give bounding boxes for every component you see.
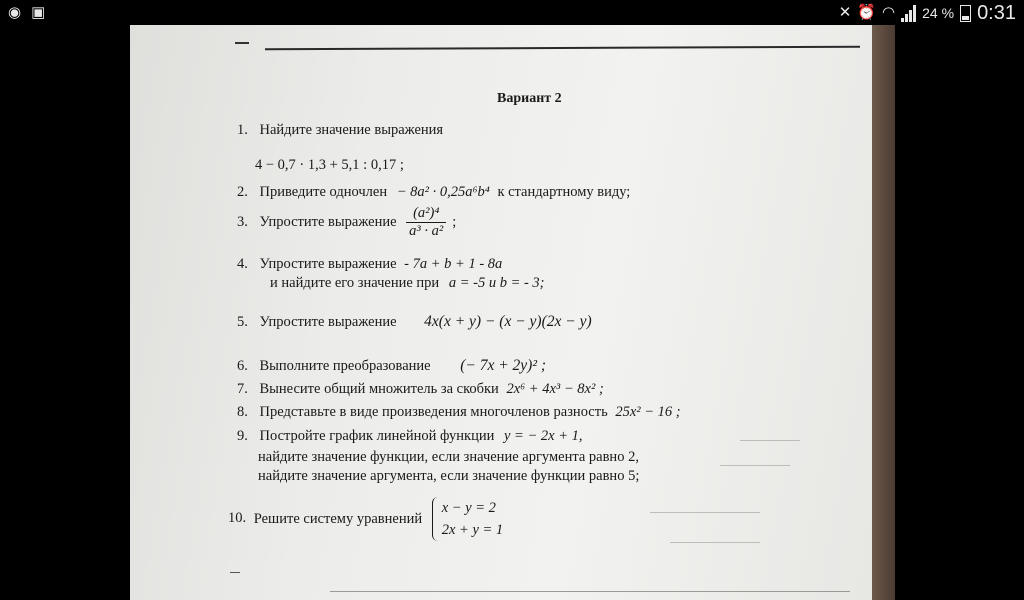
system-brace bbox=[432, 497, 439, 541]
task-7-expression: 2x⁶ + 4x³ − 8x² ; bbox=[506, 381, 604, 397]
task-8: 8. Представьте в виде произведения многочленов разность 25x² − 16 ; bbox=[237, 404, 681, 420]
task-4: 4. Упростите выражение - 7a + b + 1 - 8a bbox=[237, 256, 503, 272]
task-10-equation-2: 2x + y = 1 bbox=[441, 522, 504, 538]
battery-icon bbox=[960, 5, 971, 22]
task-10: 10. Решите систему уравнений x − y = 2 2x + y = 1 bbox=[228, 497, 503, 541]
pencil-line bbox=[720, 465, 790, 466]
task-4-expression: - 7a + b + 1 - 8a bbox=[404, 256, 503, 272]
task-5: 5. Упростите выражение 4x(x + y) − (x − y)(2x − y) bbox=[237, 313, 592, 330]
task-3-fraction: $\frac{\text{(a²)⁴}}{\text{a³ · a²}}$ bbox=[406, 205, 446, 240]
task-3: 3. Упростите выражение $\frac{\text{(a²)⁴}}{\text{a³ · a²}}$ ; bbox=[237, 205, 457, 239]
pencil-line bbox=[670, 542, 760, 543]
clock: 0:31 bbox=[977, 2, 1016, 24]
alarm-icon: ⏰ bbox=[857, 4, 877, 21]
task-5-expression: 4x(x + y) − (x − y)(2x − y) bbox=[424, 313, 592, 330]
task-2: 2. Приведите одночлен − 8a² · 0,25a⁶b⁴ к стандартному виду; bbox=[237, 184, 631, 200]
task-1-expression: 4 − 0,7 · 1,3 + 5,1 : 0,17 ; bbox=[255, 157, 404, 173]
battery-percent: 24 % bbox=[922, 5, 955, 21]
worksheet bbox=[130, 25, 895, 600]
top-rule bbox=[265, 46, 860, 51]
bag-icon: ▣ bbox=[31, 4, 46, 21]
task-10-equation-1: x − y = 2 bbox=[441, 500, 496, 516]
table-edge bbox=[872, 25, 895, 600]
signal-icon bbox=[901, 4, 916, 22]
task-9-line-2: найдите значение функции, если значение аргумента равно 2, bbox=[258, 449, 639, 465]
task-9-line-3: найдите значение аргумента, если значение функции равно 5; bbox=[258, 468, 640, 484]
task-9-expression: y = − 2x + 1, bbox=[504, 428, 583, 444]
bottom-dash bbox=[230, 572, 240, 573]
location-icon: ◉ bbox=[8, 4, 22, 21]
wifi-icon: ◠ bbox=[882, 4, 896, 21]
task-8-expression: 25x² − 16 ; bbox=[615, 404, 681, 420]
top-dash bbox=[235, 42, 249, 44]
document-photo bbox=[130, 25, 895, 600]
task-7: 7. Вынесите общий множитель за скобки 2x⁶ + 4x³ − 8x² ; bbox=[237, 381, 604, 397]
task-1: 1. Найдите значение выражения bbox=[237, 122, 444, 138]
task-4-line-2: и найдите его значение при a = -5 и b = - 3; bbox=[270, 275, 545, 291]
task-10-system bbox=[432, 497, 503, 541]
task-6: 6. Выполните преобразование (− 7x + 2y)² ; bbox=[237, 357, 547, 374]
task-2-expression: − 8a² · 0,25a⁶b⁴ bbox=[396, 184, 490, 200]
task-6-expression: (− 7x + 2y)² ; bbox=[460, 357, 547, 374]
page-title: Вариант 2 bbox=[497, 91, 562, 106]
pencil-line bbox=[740, 440, 800, 441]
bottom-rule bbox=[330, 591, 850, 592]
pencil-line bbox=[650, 512, 760, 513]
status-bar bbox=[0, 0, 1024, 25]
task-9: 9. Постройте график линейной функции y = − 2x + 1, bbox=[237, 428, 583, 444]
mute-icon: ✕ bbox=[838, 4, 852, 21]
